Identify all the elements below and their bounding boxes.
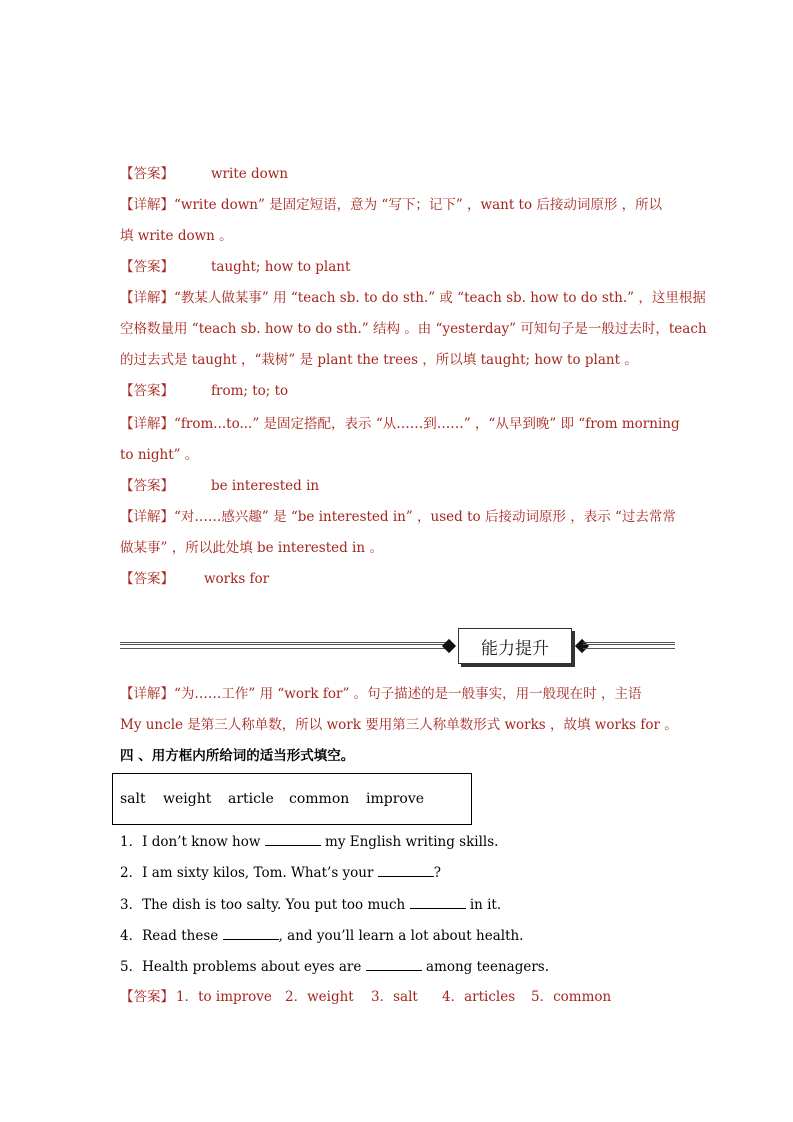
explanation-line: 空格数量用 “teach sb. how to do sth.” 结构 。由 “yesterday” 可知句子是一般过去时，teach [120,321,707,337]
explanation-line: 填 write down 。 [120,228,233,244]
answer-label: 【答案】 [120,571,174,587]
explanation-line: 做某事” ，所以此处填 be interested in 。 [120,540,383,556]
question-text: in it. [469,897,502,913]
answer-row [120,164,289,184]
explanation-line: 【详解】“为……工作” 用 “work for” 。句子描述的是一般事实，用一般现在时 ，主语 [120,686,642,702]
question-text: The dish is too salty. You put too much [142,897,406,913]
explanation-line: 【详解】“教某人做某事” 用 “teach sb. to do sth.” 或 “teach sb. how to do sth.” ，这里根据 [120,290,706,306]
question-item [120,831,498,852]
question-text: among teenagers. [425,959,550,975]
question-item [120,956,549,977]
question-text: , and you’ll learn a lot about health. [278,928,524,944]
divider-rule-left [120,642,446,649]
word-item: common [289,791,350,807]
section-divider [120,628,675,664]
explanation-line: 【详解】“write down” 是固定短语，意为 “写下；记下” ，want to 后接动词原形 ，所以 [120,197,663,213]
answer-blank[interactable] [378,862,434,877]
section-heading: 四 、用方框内所给词的适当形式填空。 [120,748,355,764]
section-title: 能力提升 [458,628,572,664]
question-number: 2． [120,865,143,881]
answer-row [120,381,289,401]
question-item [120,862,441,883]
answer-value: works for [204,571,270,587]
question-item [120,894,501,915]
answer-value: taught; how to plant [211,259,351,275]
answer-value: from; to; to [211,383,289,399]
question-text: Health problems about eyes are [142,959,362,975]
answer-blank[interactable] [410,894,466,909]
question-text: I am sixty kilos, Tom. What’s your [142,865,374,881]
question-text: my English writing skills. [325,834,499,850]
question-number: 4． [120,928,143,944]
answer-label: 【答案】 [120,989,174,1005]
answer-blank[interactable] [223,925,279,940]
explanation-line: 【详解】“对……感兴趣” 是 “be interested in” ，used to 后接动词原形 ，表示 “过去常常 [120,509,676,525]
word-item: salt [120,791,146,807]
question-number: 1． [120,834,143,850]
question-text: I don’t know how [142,834,261,850]
explanation-line: 【详解】“from...to...” 是固定搭配，表示 “从……到……” ，“从早到晚” 即 “from morning [120,416,680,432]
answer-row [120,257,351,277]
answer-label: 【答案】 [120,166,174,182]
question-number: 5． [120,959,143,975]
word-box [112,773,472,825]
answer-value: write down [211,166,289,182]
explanation-line: 的过去式是 taught ，“栽树” 是 plant the trees ，所以填 taught; how to plant 。 [120,352,638,368]
question-text: ? [433,865,441,881]
question-number: 3． [120,897,143,913]
answer-value: be interested in [211,478,320,494]
answer-label: 【答案】 [120,478,174,494]
word-item: article [228,791,274,807]
answer-row [120,569,270,589]
answer-label: 【答案】 [120,383,174,399]
answer-key-item: 1．to improve [176,989,272,1005]
answer-key-item: 2．weight [285,989,354,1005]
answer-blank[interactable] [265,831,321,846]
answer-key-item: 3．salt [371,989,418,1005]
word-item: weight [163,791,212,807]
answer-key-item: 5．common [531,989,612,1005]
answer-key-item: 4．articles [442,989,516,1005]
divider-rule-right [583,642,675,649]
question-item [120,925,523,946]
answer-row [120,476,320,496]
answer-label: 【答案】 [120,259,174,275]
explanation-line: My uncle 是第三人称单数，所以 work 要用第三人称单数形式 works ，故填 works for 。 [120,717,678,733]
explanation-line: to night” 。 [120,447,199,463]
question-text: Read these [142,928,219,944]
answer-key [120,987,640,1007]
answer-blank[interactable] [366,956,422,971]
word-item: improve [366,791,425,807]
